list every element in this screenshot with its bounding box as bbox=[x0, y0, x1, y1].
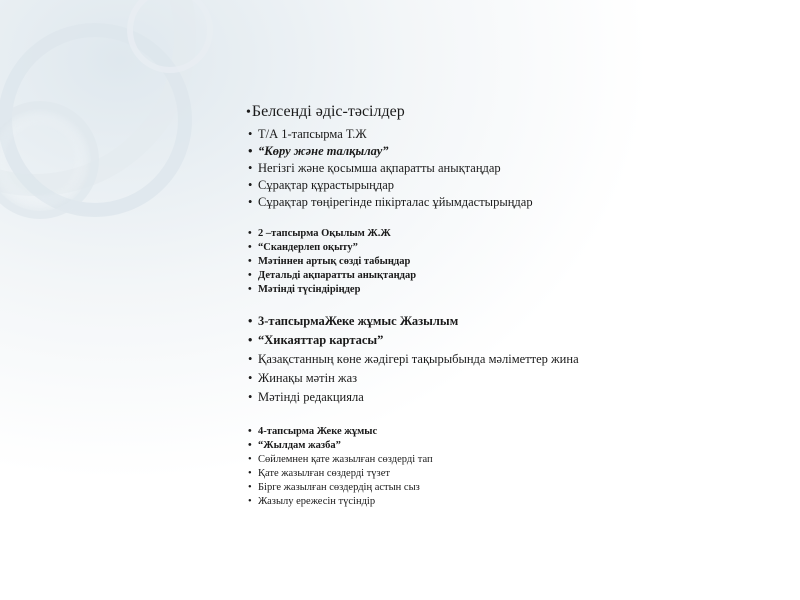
slide-content bbox=[248, 102, 768, 509]
task1-item: • “Көру және талқылау” bbox=[248, 143, 768, 160]
task1-item: • Негізгі және қосымша ақпаратты анықтаңдар bbox=[248, 160, 768, 177]
task4-item: • Жазылу ережесін түсіндір bbox=[248, 495, 768, 509]
task3-list bbox=[248, 312, 768, 407]
task4-item: • Сөйлемнен қате жазылған сөздерді тап bbox=[248, 453, 768, 467]
task3-item: • Жинақы мәтін жаз bbox=[248, 369, 768, 388]
task3-item: • Қазақстанның көне жәдігері тақырыбында мәліметтер жина bbox=[248, 350, 768, 369]
task2-list bbox=[248, 227, 768, 297]
task2-item: • 2 –тапсырма Оқылым Ж.Ж bbox=[248, 227, 768, 241]
task4-list bbox=[248, 425, 768, 509]
task4-item: • Қате жазылған сөздерді түзет bbox=[248, 467, 768, 481]
task2-item: • Детальді ақпаратты анықтаңдар bbox=[248, 269, 768, 283]
task3-item: • Мәтінді редакцияла bbox=[248, 388, 768, 407]
slide-heading bbox=[246, 102, 768, 123]
task4-item: • 4-тапсырма Жеке жұмыс bbox=[248, 425, 768, 439]
heading-bullet: • bbox=[246, 105, 251, 120]
task2-item: • Мәтіннен артық сөзді табыңдар bbox=[248, 255, 768, 269]
heading-text: Белсенді әдіс-тәсілдер bbox=[251, 103, 405, 120]
task4-item: • Бірге жазылған сөздердің астын сыз bbox=[248, 481, 768, 495]
task2-item: • “Скандерлеп оқыту” bbox=[248, 241, 768, 255]
task1-item: • Т/А 1-тапсырма Т.Ж bbox=[248, 126, 768, 143]
task1-item: • Сұрақтар құрастырыңдар bbox=[248, 177, 768, 194]
task3-item: • 3-тапсырмаЖеке жұмыс Жазылым bbox=[248, 312, 768, 331]
task1-list bbox=[248, 126, 768, 211]
task4-item: • “Жылдам жазба” bbox=[248, 439, 768, 453]
task3-item: • “Хикаяттар картасы” bbox=[248, 331, 768, 350]
task2-item: • Мәтінді түсіндіріңдер bbox=[248, 283, 768, 297]
task1-item: • Сұрақтар төңірегінде пікірталас ұйымдастырыңдар bbox=[248, 194, 768, 211]
ring-small bbox=[0, 105, 95, 215]
